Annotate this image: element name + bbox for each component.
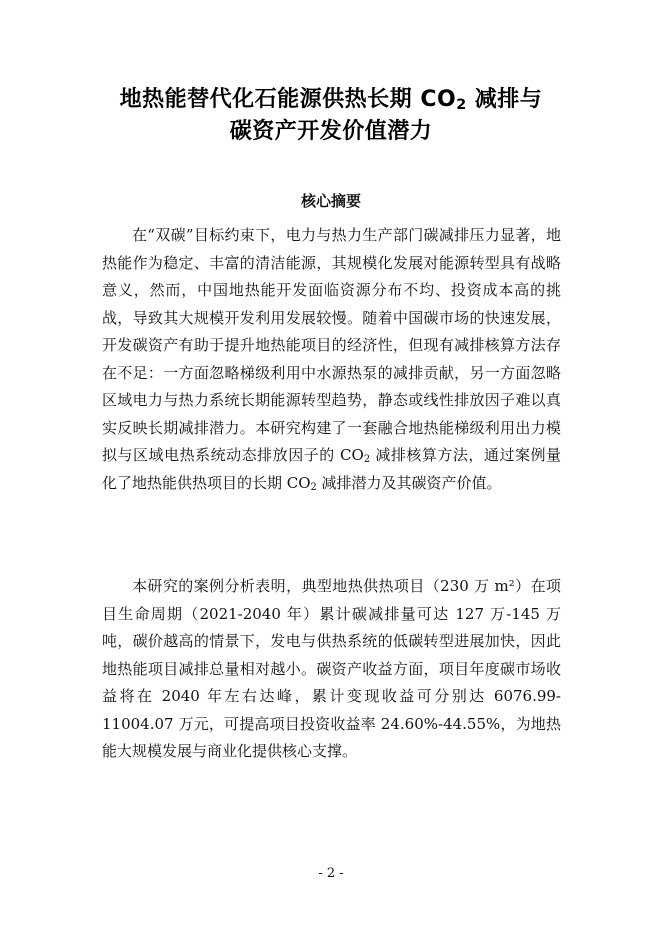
document-title-line-2: 碳资产开发价值潜力 [229,119,433,144]
title-text-after-subscript: 减排与 [466,87,543,112]
abstract-paragraph-1 [102,222,561,497]
section-heading: 核心摘要 [300,192,361,210]
paragraph-1-text-part-3: 减排潜力及其碳资产价值。 [316,473,502,492]
document-title-line-1 [0,85,662,115]
title-text-before-subscript: 地热能替代化石能源供热长期 CO [119,87,457,112]
co2-subscript-1: 2 [363,453,371,465]
paragraph-1-text-part-2: 减排核算方法，通过案例量化了地热能供热项目的长期 CO [102,446,561,492]
abstract-paragraph-2: 本研究的案例分析表明，典型地热供热项目（230 万 m²）在项目生命周期（2021-2040 年）累计碳减排量可达 127 万-145 万吨，碳价越高的情景下，发电与供热系统的低碳转型进展加快，因此地热能项目减排总量相对越小。碳资产收益方面，项目年度碳市场收益将在 2040 年左右达峰，累计变现收益可分别达 6076.99-11004.07 万元，可提高项目投资收益率 24.60%-44.55%，为地热能大规模发展与商业化提供核心支撑。 [102,577,561,760]
title-co2-subscript: 2 [456,96,467,113]
co2-subscript-2: 2 [310,481,317,493]
page-number: - 2 - [318,866,344,881]
paragraph-1-text-part-1: 在“双碳”目标约束下，电力与热力生产部门碳减排压力显著，地热能作为稳定、丰富的清洁能源，其规模化发展对能源转型具有战略意义，然而，中国地热能开发面临资源分布不均、投资成本高的挑战，导致其大规模开发利用发展较慢。随着中国碳市场的快速发展，开发碳资产有助于提升地热能项目的经济性，但现有减排核算方法存在不足：一方面忽略梯级利用中水源热泵的减排贡献，另一方面忽略区域电力与热力系统长期能源转型趋势，静态或线性排放因子难以真实反映长期减排潜力。本研究构建了一套融合地热能梯级利用出力模拟与区域电热系统动态排放因子的 CO [102,226,561,464]
